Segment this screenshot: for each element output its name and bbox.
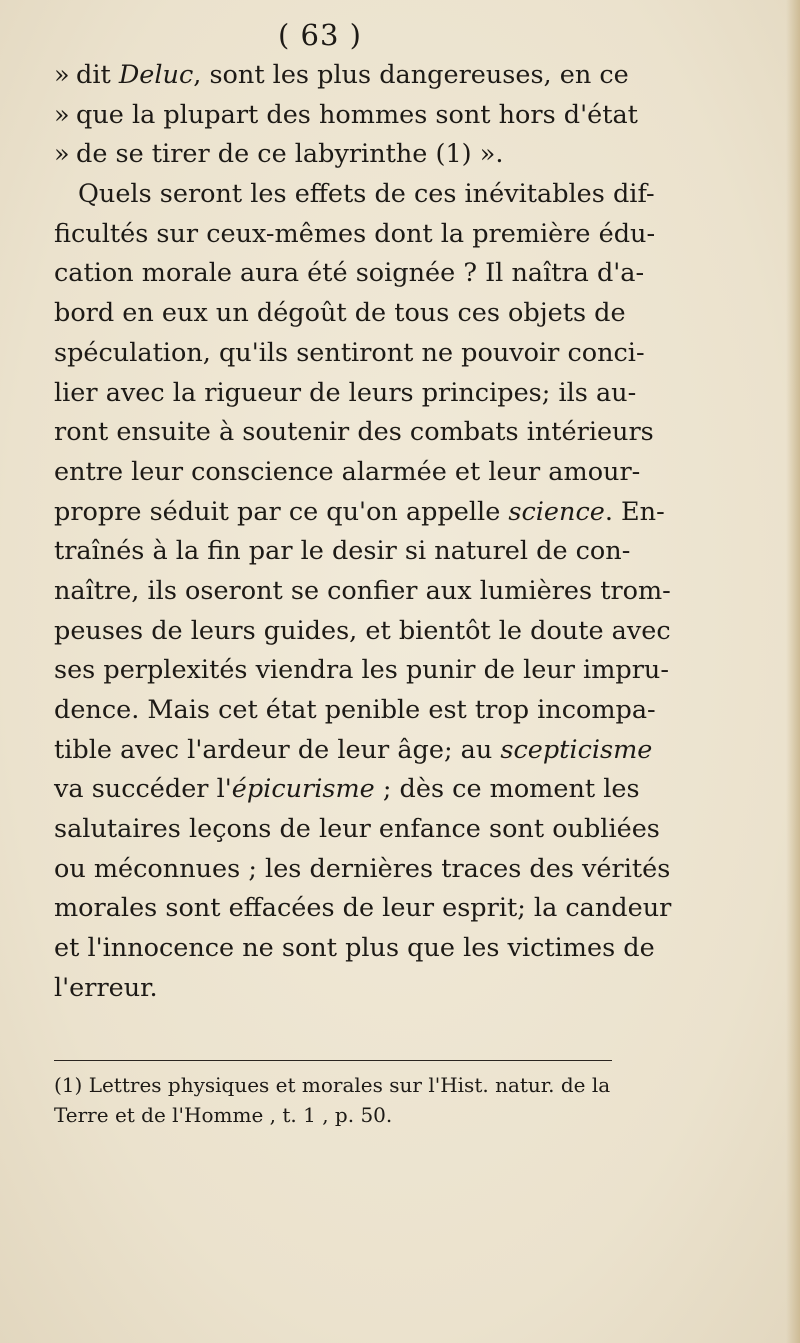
- text-line: traînés à la fin par le desir si naturel de con-: [54, 536, 631, 567]
- quote-mark: »: [54, 139, 70, 170]
- text-line: » dit Deluc, sont les plus dangereuses, en ce: [54, 56, 614, 96]
- footnote-rule: [54, 1060, 612, 1061]
- text-line: naître, ils oseront se confier aux lumières trom-: [54, 575, 671, 606]
- text-line: va succéder l'épicurisme ; dès ce moment les: [54, 774, 640, 805]
- text-line: » que la plupart des hommes sont hors d'état: [54, 96, 614, 136]
- quote-mark: »: [54, 60, 70, 90]
- text-line: » de se tirer de ce labyrinthe (1) ».: [54, 135, 614, 175]
- text-line: ou méconnues ; les dernières traces des vérités: [54, 853, 671, 884]
- text-line: tible avec l'ardeur de leur âge; au scepticisme: [54, 734, 653, 765]
- text-line: ses perplexités viendra les punir de leur impru-: [54, 655, 669, 686]
- text-line: lier avec la rigueur de leurs principes; ils au-: [54, 377, 637, 408]
- quote-mark: »: [54, 99, 70, 130]
- text-line: l'erreur.: [54, 972, 158, 1003]
- footnote-line: (1) Lettres physiques et morales sur l'Hist. natur. de la: [54, 1073, 611, 1097]
- text-line: morales sont effacées de leur esprit; la candeur: [54, 893, 672, 924]
- text-line: Quels seront les effets de ces inévitables dif-: [78, 179, 655, 210]
- text-line: entre leur conscience alarmée et leur amour-: [54, 456, 641, 487]
- italic-word: science: [508, 496, 605, 527]
- text-line: bord en eux un dégoût de tous ces objets de: [54, 298, 626, 329]
- italic-word: épicurisme: [231, 774, 375, 805]
- page-number: ( 63 ): [278, 18, 362, 52]
- text-line: salutaires leçons de leur enfance sont oubliées: [54, 814, 660, 845]
- text-line: propre séduit par ce qu'on appelle science. En-: [54, 496, 665, 527]
- text-line: ront ensuite à soutenir des combats intérieurs: [54, 417, 654, 448]
- text-line: dence. Mais cet état penible est trop incompa-: [54, 695, 656, 725]
- page-edge-shadow: [786, 0, 800, 1343]
- footnote-line: Terre et de l'Homme , t. 1 , p. 50.: [54, 1103, 393, 1127]
- body-text: [54, 56, 672, 1009]
- text-line: ficultés sur ceux-mêmes dont la première édu-: [54, 218, 656, 249]
- text-line: cation morale aura été soignée ? Il naîtra d'a-: [54, 258, 645, 289]
- footnote: [54, 1070, 624, 1130]
- text-line: peuses de leurs guides, et bientôt le doute avec: [54, 615, 671, 646]
- italic-name: Deluc: [118, 60, 194, 90]
- italic-word: scepticisme: [500, 734, 653, 765]
- text-line: et l'innocence ne sont plus que les victimes de: [54, 933, 655, 964]
- text-line: spéculation, qu'ils sentiront ne pouvoir conci-: [54, 337, 645, 368]
